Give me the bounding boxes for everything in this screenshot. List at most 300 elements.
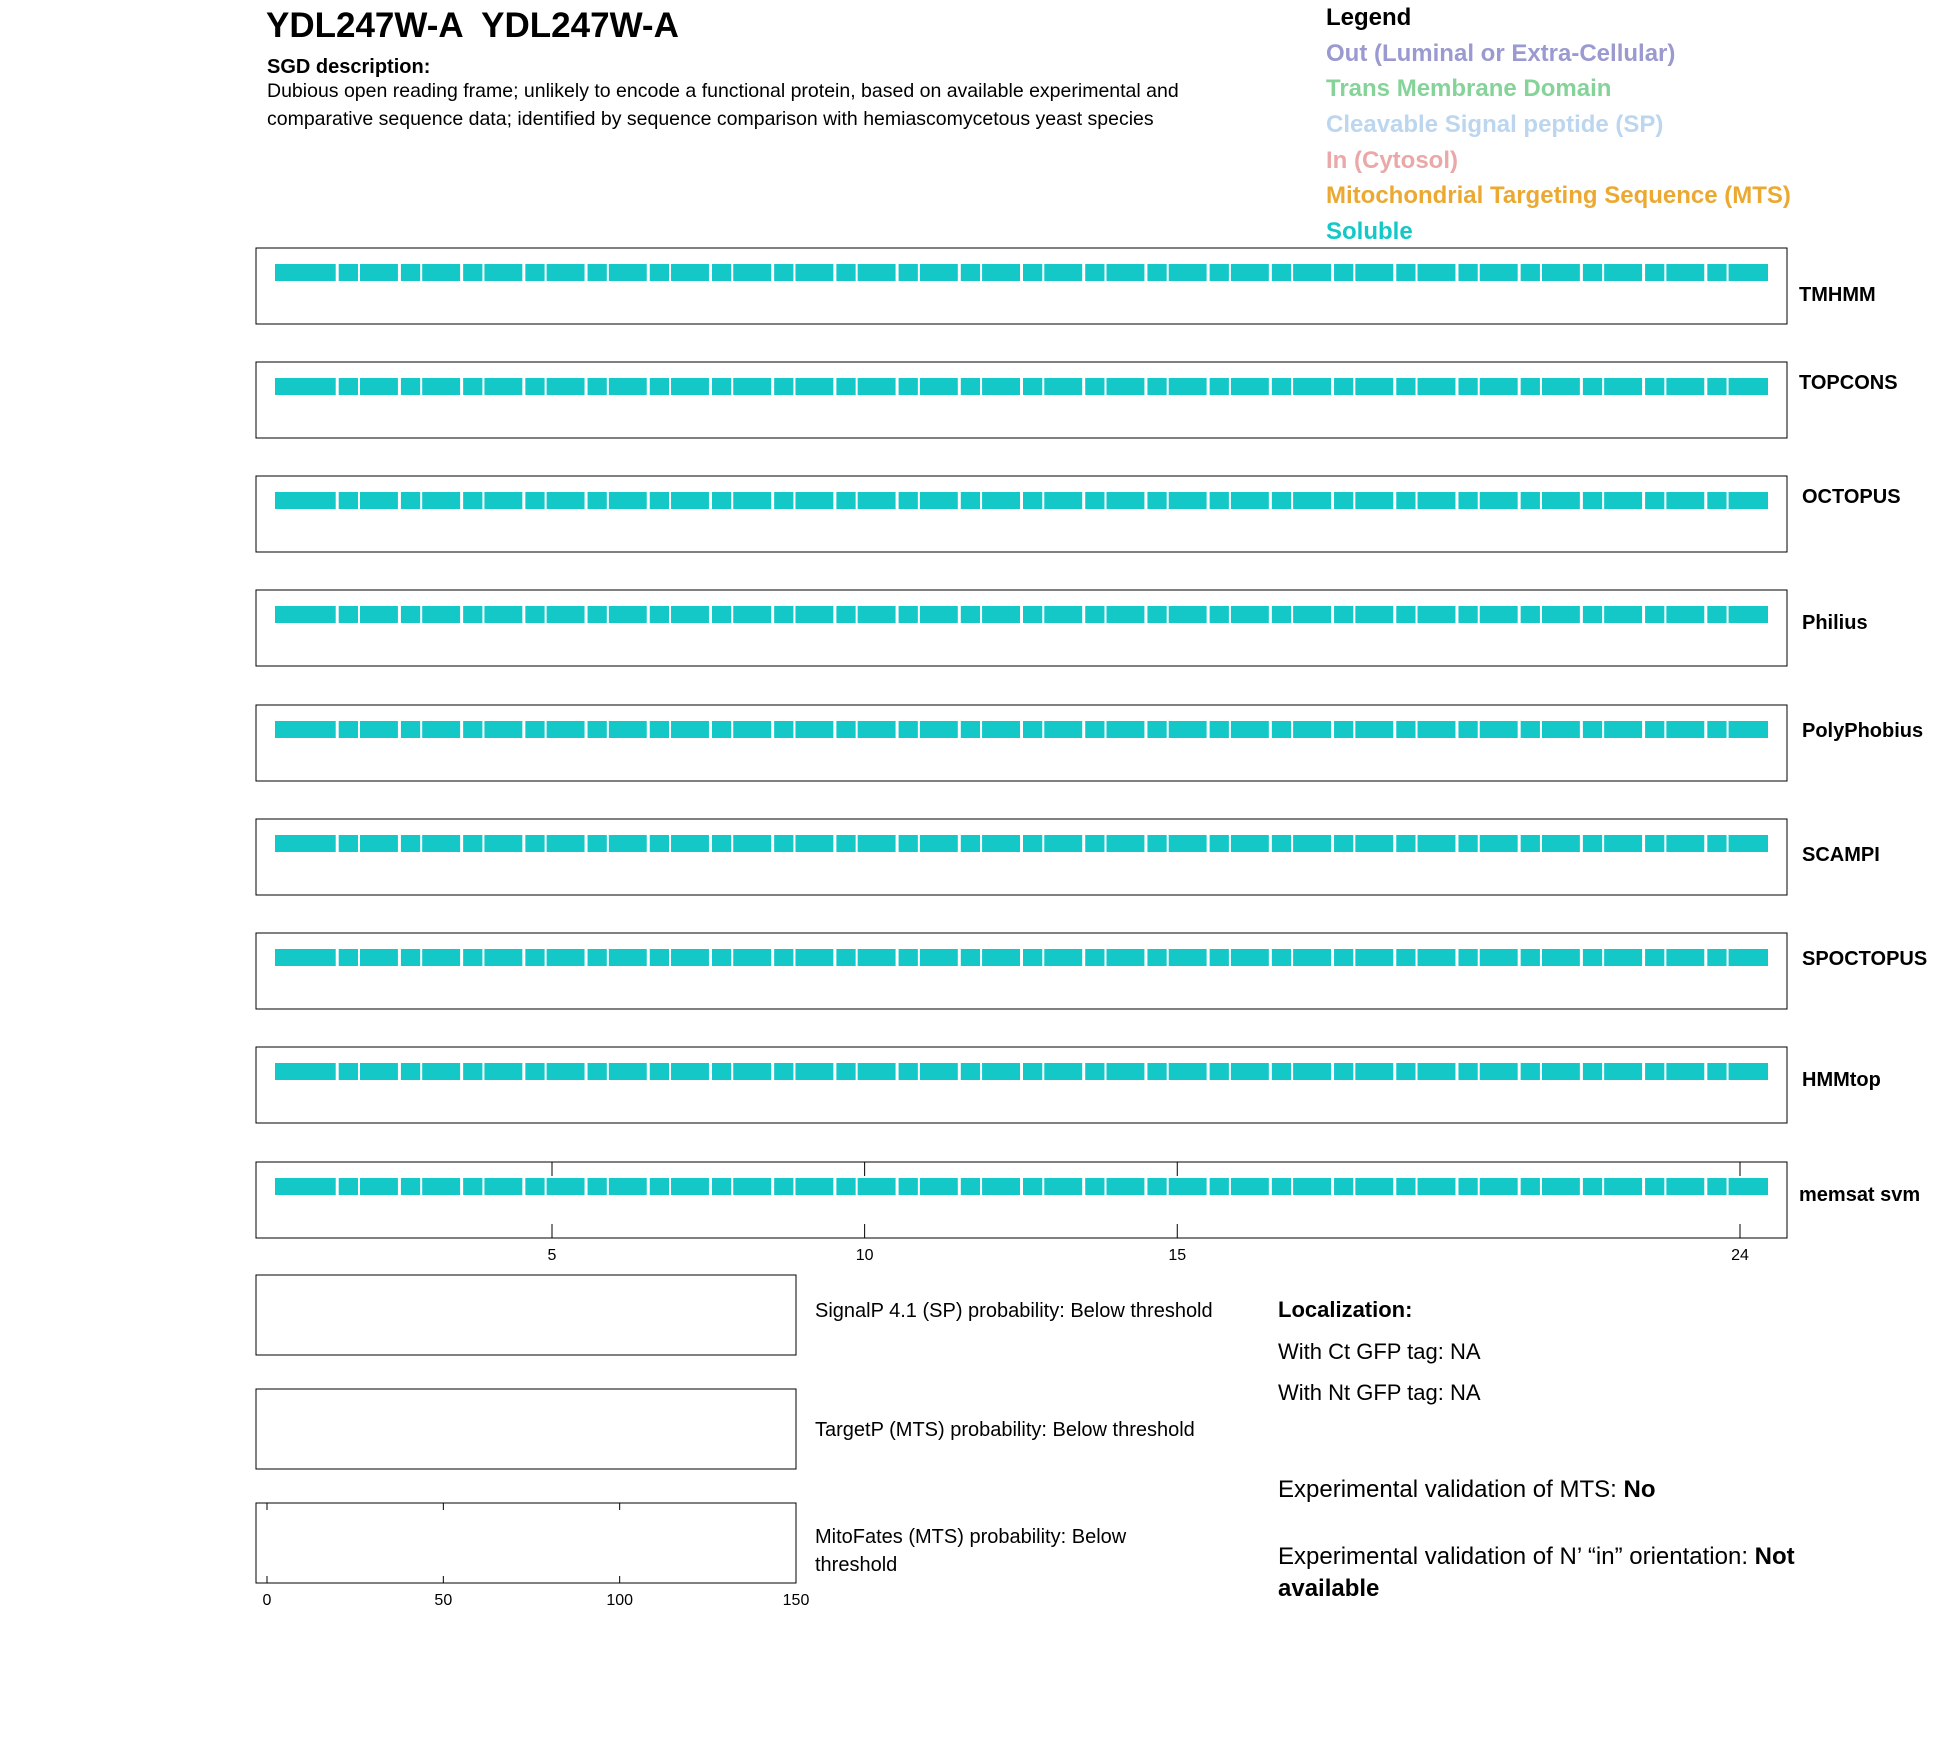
segment-divider	[1331, 491, 1334, 510]
segment-subdivider	[1664, 491, 1666, 510]
segment-divider	[1207, 491, 1210, 510]
segment-divider	[1704, 491, 1707, 510]
predictor-label-hmmtop: HMMtop	[1802, 1069, 1881, 1091]
segment-divider	[1331, 948, 1334, 967]
segment-divider	[522, 720, 525, 739]
predictor-label-octopus: OCTOPUS	[1802, 486, 1901, 508]
segment-subdivider	[1664, 263, 1666, 282]
segment-subdivider	[1042, 720, 1044, 739]
segment-divider	[1642, 1177, 1645, 1196]
segment-subdivider	[1104, 491, 1106, 510]
segment-divider	[958, 605, 961, 624]
segment-subdivider	[1229, 491, 1231, 510]
segment-subdivider	[420, 263, 422, 282]
segment-subdivider	[1416, 1177, 1418, 1196]
segment-subdivider	[1478, 263, 1480, 282]
segment-divider	[1393, 605, 1396, 624]
segment-subdivider	[856, 263, 858, 282]
segment-subdivider	[1416, 263, 1418, 282]
segment-divider	[1144, 834, 1147, 853]
segment-divider	[1331, 1062, 1334, 1081]
segment-divider	[1518, 720, 1521, 739]
segment-subdivider	[1478, 948, 1480, 967]
probability-frame	[256, 1275, 796, 1355]
segment-subdivider	[980, 720, 982, 739]
segment-subdivider	[1104, 605, 1106, 624]
segment-divider	[1269, 491, 1272, 510]
track-frame	[256, 705, 1787, 781]
segment-subdivider	[1602, 720, 1604, 739]
segment-divider	[1020, 834, 1023, 853]
segment-divider	[1331, 834, 1334, 853]
segment-subdivider	[1353, 263, 1355, 282]
localization-ct-gfp: With Ct GFP tag: NA	[1278, 1339, 1481, 1364]
segment-divider	[771, 720, 774, 739]
segment-divider	[1455, 605, 1458, 624]
legend-title: Legend	[1326, 4, 1412, 31]
segment-subdivider	[669, 1177, 671, 1196]
segment-subdivider	[980, 948, 982, 967]
segment-divider	[647, 605, 650, 624]
segment-subdivider	[545, 1062, 547, 1081]
segment-divider	[896, 834, 899, 853]
segment-divider	[1704, 377, 1707, 396]
segment-divider	[398, 720, 401, 739]
segment-subdivider	[482, 948, 484, 967]
segment-subdivider	[793, 491, 795, 510]
segment-divider	[771, 605, 774, 624]
segment-divider	[958, 377, 961, 396]
legend-item-signal-peptide: Cleavable Signal peptide (SP)	[1326, 111, 1664, 138]
segment-subdivider	[1042, 1177, 1044, 1196]
segment-divider	[771, 1177, 774, 1196]
segment-subdivider	[1478, 377, 1480, 396]
segment-subdivider	[1540, 948, 1542, 967]
signalp-probability-label: SignalP 4.1 (SP) probability: Below threshold	[815, 1300, 1213, 1322]
n-orientation-label: Experimental validation of N’ “in” orientation:	[1278, 1543, 1755, 1570]
segment-divider	[398, 605, 401, 624]
segment-divider	[1393, 1177, 1396, 1196]
segment-divider	[1393, 377, 1396, 396]
segment-subdivider	[1664, 377, 1666, 396]
segment-divider	[709, 263, 712, 282]
track-frame	[256, 476, 1787, 552]
segment-subdivider	[856, 948, 858, 967]
legend-item-in: In (Cytosol)	[1326, 147, 1458, 174]
segment-divider	[460, 263, 463, 282]
segment-subdivider	[731, 1177, 733, 1196]
segment-divider	[522, 1062, 525, 1081]
track-frame	[256, 248, 1787, 324]
segment-divider	[1082, 1062, 1085, 1081]
segment-divider	[958, 1062, 961, 1081]
segment-divider	[647, 834, 650, 853]
segment-subdivider	[1727, 1177, 1729, 1196]
segment-subdivider	[980, 834, 982, 853]
segment-divider	[1331, 1177, 1334, 1196]
segment-divider	[833, 263, 836, 282]
x-tick-label: 5	[547, 1247, 557, 1264]
segment-subdivider	[1664, 834, 1666, 853]
segment-divider	[398, 834, 401, 853]
segment-subdivider	[731, 948, 733, 967]
segment-divider	[958, 948, 961, 967]
segment-subdivider	[1416, 605, 1418, 624]
segment-subdivider	[607, 834, 609, 853]
segment-divider	[1020, 491, 1023, 510]
track-frame	[256, 1047, 1787, 1123]
segment-divider	[647, 720, 650, 739]
segment-divider	[896, 948, 899, 967]
segment-divider	[1207, 834, 1210, 853]
segment-subdivider	[607, 720, 609, 739]
segment-subdivider	[1229, 1177, 1231, 1196]
localization-title: Localization:	[1278, 1297, 1413, 1322]
segment-divider	[585, 1062, 588, 1081]
prob-x-tick-label: 150	[782, 1592, 810, 1609]
segment-subdivider	[1664, 948, 1666, 967]
segment-divider	[1393, 491, 1396, 510]
segment-subdivider	[1353, 605, 1355, 624]
segment-divider	[647, 263, 650, 282]
segment-divider	[1580, 1177, 1583, 1196]
segment-subdivider	[1602, 605, 1604, 624]
segment-subdivider	[1664, 1177, 1666, 1196]
segment-subdivider	[1602, 834, 1604, 853]
segment-divider	[1580, 720, 1583, 739]
segment-divider	[896, 720, 899, 739]
segment-divider	[1020, 1177, 1023, 1196]
segment-divider	[1331, 377, 1334, 396]
segment-divider	[1020, 263, 1023, 282]
segment-subdivider	[669, 1062, 671, 1081]
segment-subdivider	[1042, 948, 1044, 967]
segment-divider	[833, 1062, 836, 1081]
segment-subdivider	[1353, 1177, 1355, 1196]
segment-subdivider	[1229, 377, 1231, 396]
segment-divider	[896, 605, 899, 624]
track-frame	[256, 819, 1787, 895]
segment-divider	[958, 834, 961, 853]
segment-subdivider	[1727, 491, 1729, 510]
segment-subdivider	[1042, 377, 1044, 396]
segment-divider	[1207, 720, 1210, 739]
segment-divider	[771, 834, 774, 853]
segment-divider	[1331, 263, 1334, 282]
segment-subdivider	[1229, 1062, 1231, 1081]
segment-divider	[522, 1177, 525, 1196]
segment-divider	[1020, 948, 1023, 967]
segment-divider	[1082, 491, 1085, 510]
segment-subdivider	[482, 263, 484, 282]
segment-subdivider	[358, 948, 360, 967]
segment-subdivider	[793, 263, 795, 282]
segment-subdivider	[980, 605, 982, 624]
segment-divider	[585, 948, 588, 967]
segment-divider	[1642, 948, 1645, 967]
segment-subdivider	[793, 948, 795, 967]
segment-subdivider	[1167, 605, 1169, 624]
segment-subdivider	[1042, 1062, 1044, 1081]
segment-subdivider	[1478, 720, 1480, 739]
segment-divider	[1020, 605, 1023, 624]
segment-divider	[1518, 491, 1521, 510]
predictor-label-scampi: SCAMPI	[1802, 844, 1880, 866]
segment-divider	[1269, 605, 1272, 624]
segment-divider	[1207, 377, 1210, 396]
targetp-probability-label: TargetP (MTS) probability: Below threshold	[815, 1419, 1195, 1441]
segment-divider	[958, 720, 961, 739]
segment-subdivider	[1104, 1062, 1106, 1081]
segment-subdivider	[1416, 948, 1418, 967]
mitofates-probability-label: MitoFates (MTS) probability: Below threshold	[815, 1526, 1127, 1576]
segment-divider	[336, 720, 339, 739]
segment-divider	[1207, 263, 1210, 282]
segment-subdivider	[731, 491, 733, 510]
segment-divider	[771, 948, 774, 967]
segment-subdivider	[545, 377, 547, 396]
x-tick-label: 15	[1168, 1247, 1187, 1264]
page-title: YDL247W-A YDL247W-A	[266, 6, 679, 45]
segment-subdivider	[856, 491, 858, 510]
segment-divider	[1082, 263, 1085, 282]
segment-subdivider	[669, 605, 671, 624]
segment-divider	[1580, 948, 1583, 967]
segment-subdivider	[793, 377, 795, 396]
segment-subdivider	[731, 834, 733, 853]
segment-subdivider	[1664, 720, 1666, 739]
segment-subdivider	[1104, 263, 1106, 282]
segment-divider	[709, 1062, 712, 1081]
segment-divider	[1580, 1062, 1583, 1081]
segment-subdivider	[1416, 720, 1418, 739]
segment-subdivider	[1540, 491, 1542, 510]
mts-validation-label: Experimental validation of MTS:	[1278, 1476, 1624, 1503]
segment-subdivider	[1229, 834, 1231, 853]
segment-subdivider	[420, 377, 422, 396]
predictor-label-topcons: TOPCONS	[1799, 372, 1898, 394]
segment-subdivider	[918, 1062, 920, 1081]
segment-divider	[1393, 948, 1396, 967]
segment-divider	[1642, 377, 1645, 396]
segment-subdivider	[856, 834, 858, 853]
segment-subdivider	[669, 263, 671, 282]
segment-subdivider	[1104, 377, 1106, 396]
segment-divider	[1082, 377, 1085, 396]
segment-divider	[1207, 948, 1210, 967]
segment-divider	[1144, 491, 1147, 510]
segment-divider	[336, 1177, 339, 1196]
segment-subdivider	[1727, 1062, 1729, 1081]
segment-subdivider	[1167, 834, 1169, 853]
segment-subdivider	[1353, 948, 1355, 967]
segment-divider	[1144, 605, 1147, 624]
segment-divider	[1144, 1177, 1147, 1196]
segment-divider	[1580, 834, 1583, 853]
track-frame	[256, 1162, 1787, 1238]
segment-divider	[1455, 377, 1458, 396]
segment-divider	[460, 377, 463, 396]
segment-divider	[1518, 605, 1521, 624]
segment-subdivider	[1664, 1062, 1666, 1081]
segment-subdivider	[1229, 605, 1231, 624]
segment-divider	[896, 1062, 899, 1081]
segment-subdivider	[420, 948, 422, 967]
segment-subdivider	[856, 605, 858, 624]
legend-item-out: Out (Luminal or Extra-Cellular)	[1326, 40, 1676, 67]
segment-subdivider	[793, 1062, 795, 1081]
segment-divider	[585, 263, 588, 282]
segment-subdivider	[1167, 491, 1169, 510]
segment-divider	[1704, 834, 1707, 853]
segment-divider	[1518, 834, 1521, 853]
segment-divider	[647, 491, 650, 510]
segment-subdivider	[793, 720, 795, 739]
segment-subdivider	[607, 377, 609, 396]
segment-subdivider	[1727, 605, 1729, 624]
segment-subdivider	[1664, 605, 1666, 624]
segment-subdivider	[1540, 720, 1542, 739]
segment-divider	[1207, 1177, 1210, 1196]
segment-subdivider	[1416, 1062, 1418, 1081]
segment-divider	[398, 263, 401, 282]
segment-subdivider	[607, 491, 609, 510]
segment-subdivider	[918, 720, 920, 739]
segment-divider	[398, 1177, 401, 1196]
segment-divider	[1020, 1062, 1023, 1081]
segment-divider	[896, 491, 899, 510]
segment-divider	[771, 491, 774, 510]
segment-divider	[709, 605, 712, 624]
segment-subdivider	[607, 1062, 609, 1081]
segment-subdivider	[1291, 948, 1293, 967]
segment-subdivider	[669, 948, 671, 967]
prob-x-tick-label: 100	[606, 1592, 634, 1609]
segment-divider	[1393, 834, 1396, 853]
segment-subdivider	[1602, 1177, 1604, 1196]
segment-subdivider	[482, 491, 484, 510]
segment-divider	[647, 948, 650, 967]
segment-subdivider	[1478, 1177, 1480, 1196]
segment-subdivider	[1291, 263, 1293, 282]
track-frame	[256, 362, 1787, 438]
segment-divider	[398, 491, 401, 510]
segment-divider	[896, 1177, 899, 1196]
segment-divider	[1144, 263, 1147, 282]
segment-divider	[460, 720, 463, 739]
segment-subdivider	[1291, 1062, 1293, 1081]
segment-divider	[1642, 720, 1645, 739]
segment-subdivider	[856, 377, 858, 396]
segment-subdivider	[545, 720, 547, 739]
segment-divider	[522, 948, 525, 967]
segment-divider	[460, 605, 463, 624]
segment-subdivider	[1416, 834, 1418, 853]
segment-subdivider	[1104, 1177, 1106, 1196]
segment-divider	[771, 377, 774, 396]
segment-subdivider	[731, 605, 733, 624]
segment-subdivider	[607, 605, 609, 624]
segment-subdivider	[1353, 491, 1355, 510]
segment-subdivider	[1602, 491, 1604, 510]
segment-subdivider	[669, 491, 671, 510]
segment-divider	[585, 491, 588, 510]
segment-subdivider	[1291, 1177, 1293, 1196]
segment-divider	[336, 948, 339, 967]
segment-subdivider	[1291, 605, 1293, 624]
segment-subdivider	[669, 834, 671, 853]
segment-divider	[1331, 605, 1334, 624]
segment-divider	[709, 491, 712, 510]
segment-divider	[336, 377, 339, 396]
segment-subdivider	[482, 605, 484, 624]
segment-divider	[522, 834, 525, 853]
legend-item-soluble: Soluble	[1326, 218, 1413, 245]
segment-subdivider	[980, 1062, 982, 1081]
segment-subdivider	[1727, 948, 1729, 967]
segment-divider	[1144, 1062, 1147, 1081]
segment-divider	[1518, 263, 1521, 282]
segment-subdivider	[1291, 720, 1293, 739]
probability-frame	[256, 1389, 796, 1469]
n-orientation-validation	[1278, 1541, 1878, 1605]
segment-divider	[522, 263, 525, 282]
x-tick-label: 10	[855, 1247, 874, 1264]
segment-divider	[833, 1177, 836, 1196]
segment-divider	[1207, 1062, 1210, 1081]
probability-frame	[256, 1503, 796, 1583]
segment-subdivider	[1104, 720, 1106, 739]
segment-divider	[1144, 377, 1147, 396]
segment-subdivider	[1042, 491, 1044, 510]
segment-divider	[709, 720, 712, 739]
segment-subdivider	[731, 263, 733, 282]
segment-divider	[1082, 1177, 1085, 1196]
segment-subdivider	[1353, 834, 1355, 853]
segment-subdivider	[1167, 948, 1169, 967]
segment-subdivider	[1727, 263, 1729, 282]
segment-subdivider	[1478, 491, 1480, 510]
segment-divider	[1144, 720, 1147, 739]
track-frame	[256, 590, 1787, 666]
segment-subdivider	[1602, 948, 1604, 967]
segment-subdivider	[1540, 377, 1542, 396]
segment-subdivider	[545, 491, 547, 510]
segment-divider	[522, 605, 525, 624]
segment-divider	[833, 377, 836, 396]
segment-divider	[896, 263, 899, 282]
segment-divider	[1518, 377, 1521, 396]
segment-divider	[1580, 263, 1583, 282]
segment-subdivider	[545, 263, 547, 282]
segment-divider	[460, 948, 463, 967]
segment-divider	[896, 377, 899, 396]
segment-divider	[336, 491, 339, 510]
segment-subdivider	[1167, 720, 1169, 739]
segment-subdivider	[607, 948, 609, 967]
segment-divider	[833, 720, 836, 739]
sgd-description-label: SGD description:	[267, 56, 431, 78]
segment-subdivider	[1540, 605, 1542, 624]
segment-subdivider	[1167, 1062, 1169, 1081]
localization-nt-gfp: With Nt GFP tag: NA	[1278, 1380, 1481, 1405]
segment-divider	[1207, 605, 1210, 624]
segment-divider	[522, 491, 525, 510]
segment-divider	[398, 377, 401, 396]
segment-divider	[1269, 263, 1272, 282]
segment-divider	[647, 1062, 650, 1081]
segment-subdivider	[482, 377, 484, 396]
